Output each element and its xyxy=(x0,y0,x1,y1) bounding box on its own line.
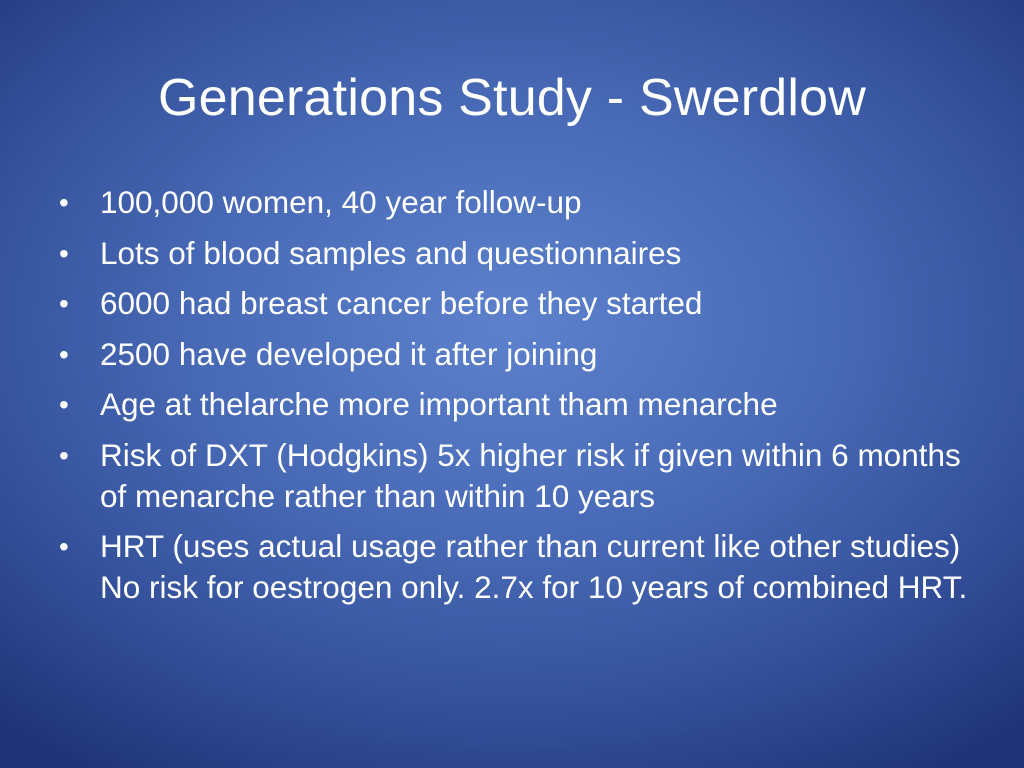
bullet-text: 6000 had breast cancer before they started xyxy=(100,285,703,321)
slide-title: Generations Study - Swerdlow xyxy=(158,69,866,127)
bullet-item xyxy=(56,334,976,375)
bullet-text: Risk of DXT (Hodgkins) 5x higher risk if given within 6 months of menarche rather than within 10 years xyxy=(100,436,961,514)
bullet-text: Age at thelarche more important tham menarche xyxy=(100,386,778,422)
bullet-item xyxy=(56,435,976,517)
bullet-item xyxy=(56,182,976,223)
bullet-dot-icon: • xyxy=(59,531,69,562)
bullet-dot-icon: • xyxy=(59,288,69,319)
bullet-dot-icon: • xyxy=(59,439,69,471)
bullet-item xyxy=(56,233,976,274)
bullet-item xyxy=(56,283,976,324)
bullet-item xyxy=(56,384,976,425)
bullet-text: Lots of blood samples and questionnaires xyxy=(100,234,682,271)
bullet-dot-icon: • xyxy=(59,389,69,420)
bullet-item xyxy=(56,526,976,608)
bullet-dot-icon: • xyxy=(59,338,69,370)
bullet-text: 2500 have developed it after joining xyxy=(100,335,598,372)
bullet-dot-icon: • xyxy=(59,237,69,269)
bullet-dot-icon: • xyxy=(59,187,69,218)
bullet-text: 100,000 women, 40 year follow-up xyxy=(100,184,582,220)
bullet-text: HRT (uses actual usage rather than current like other studies) No risk for oestrogen only. 2.7x for 10 years of combined HRT. xyxy=(100,528,968,605)
bullet-list xyxy=(56,182,976,618)
